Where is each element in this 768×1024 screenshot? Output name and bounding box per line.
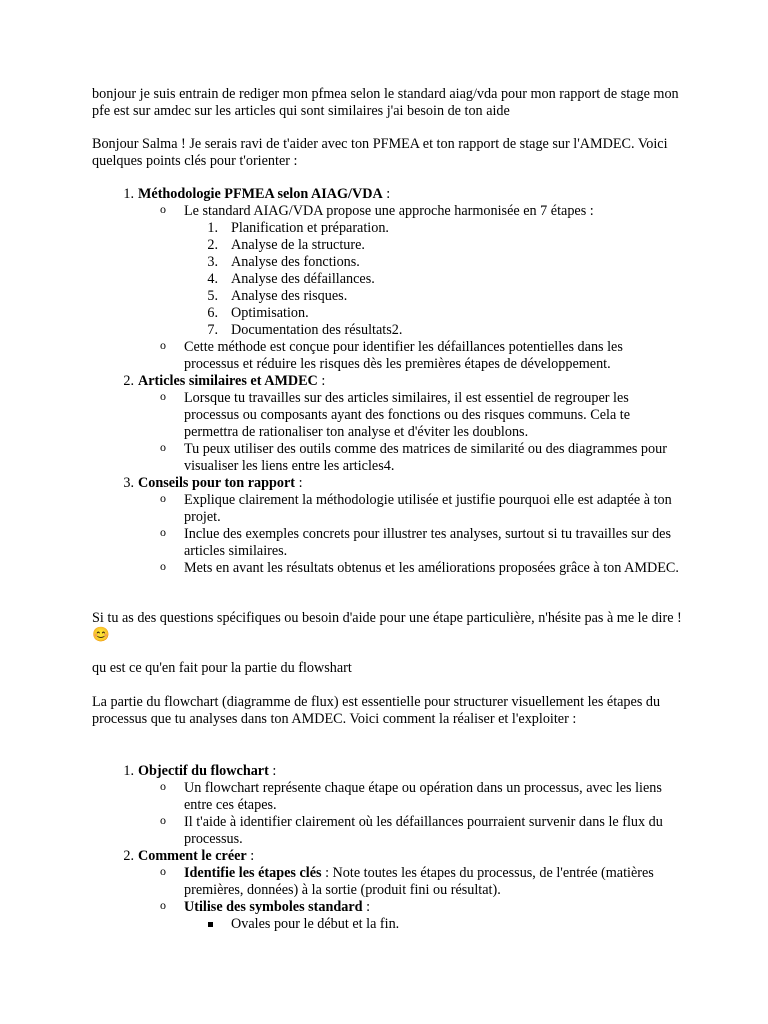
section-3-title: Conseils pour ton rapport bbox=[138, 475, 296, 491]
bullet-icon: o bbox=[160, 338, 166, 352]
flow-section-2-title: Comment le créer bbox=[138, 848, 247, 864]
answer-intro: Bonjour Salma ! Je serais ravi de t'aider avec ton PFMEA et ton rapport de stage sur l'AMDEC. Voici quelques points clés pour t'orienter : bbox=[92, 136, 668, 169]
document-page: bonjour je suis entrain de rediger mon pfmea selon le standard aiag/vda pour mon rapport de stage mon pfe est sur amdec sur les articles qui sont similaires j'ai besoin de ton aide Bonjour Salma ! Je serais ravi de t'aider avec ton PFMEA et ton rapport de stage sur l'AMDEC. Voici quelques points clés pour t'orienter : 1. Méthodologie PFMEA selon AIAG/VDA : o Le standard AIAG/VDA propose une approche harmonisée en 7 étapes : 1. Planification et préparation. 2. Analyse de la structure. 3. Analyse des fonctions. 4. Analyse des défaillances. 5. Analyse des risques. 6. Optimisation. 7. Documentation des résultats2. o Cette méthode est conçue pour identifier les défaillances potentielles dans les processus et réduire les risques dès les premières étapes de développement. 2. Articles similaires et AMDEC : o Lorsque tu travailles sur des articles similaires, il est essentiel de regrouper les processus ou composants ayant des fonctions ou des risques communs. Cela te permettra de rationaliser ton analyse et d'éviter les doublons. o Tu peux utiliser des outils comme des matrices de similarité ou des diagrammes pour visualiser les liens entre les articles4. 3. Conseils pour ton rapport : o Explique clairement la méthodologie utilisée et justifie pourquoi elle est adaptée à ton projet. o Inclue des exemples concrets pour illustrer tes analyses, surtout si tu travailles sur des articles similaires. o Mets en avant les résultats obtenus et les améliorations proposées grâce à ton AMDEC. Si tu as des questions spécifiques ou besoin d'aide pour une étape particulière, n'hésite pas à me le dire ! 😊 qu est ce qu'en fait pour la partie du flowshart La partie du flowchart (diagramme de flux) est essentielle pour structurer visuellement les étapes du processus que tu analyses dans ton AMDEC. Voici comment la réaliser et l'exploiter : 1. Objectif du flowchart : o Un flowchart représente chaque étape ou opération dans un processus, avec les liens entre ces étapes. o Il t'aide à identifier clairement où les défaillances pourraient survenir dans le flux du processus. 2. Comment le créer : o Identifie les étapes clés : Note toutes les étapes du processus, de l'entrée (matières premières, données) à la sortie (produit fini ou résultat). o Utilise des symboles standard : Ovales pour le début et la fin. bbox=[0, 0, 768, 1024]
section-2-title: Articles similaires et AMDEC bbox=[138, 373, 318, 389]
bullet-icon: o bbox=[160, 491, 166, 505]
bullet-icon: o bbox=[160, 440, 166, 454]
bullet-icon: o bbox=[160, 813, 166, 827]
bullet-icon: o bbox=[160, 202, 166, 216]
square-bullet-icon bbox=[208, 922, 213, 927]
answer-2-intro: La partie du flowchart (diagramme de flux) est essentielle pour structurer visuellement les étapes du processus que tu analyses dans ton AMDEC. Voici comment la réaliser et l'exploiter : bbox=[92, 694, 661, 727]
user-question-2: qu est ce qu'en fait pour la partie du flowshart bbox=[92, 660, 352, 676]
bullet-icon: o bbox=[160, 559, 166, 573]
closing-text: Si tu as des questions spécifiques ou besoin d'aide pour une étape particulière, n'hésite pas à me le dire ! 😊 bbox=[92, 610, 682, 643]
flow-section-1-title: Objectif du flowchart bbox=[138, 763, 269, 779]
bullet-icon: o bbox=[160, 864, 166, 878]
bullet-icon: o bbox=[160, 525, 166, 539]
bullet-icon: o bbox=[160, 898, 166, 912]
bullet-icon: o bbox=[160, 779, 166, 793]
section-1-title: Méthodologie PFMEA selon AIAG/VDA bbox=[138, 186, 383, 202]
user-question: bonjour je suis entrain de rediger mon pfmea selon le standard aiag/vda pour mon rapport de stage mon pfe est sur amdec sur les articles qui sont similaires j'ai besoin de ton aide bbox=[92, 86, 679, 119]
bullet-icon: o bbox=[160, 389, 166, 403]
